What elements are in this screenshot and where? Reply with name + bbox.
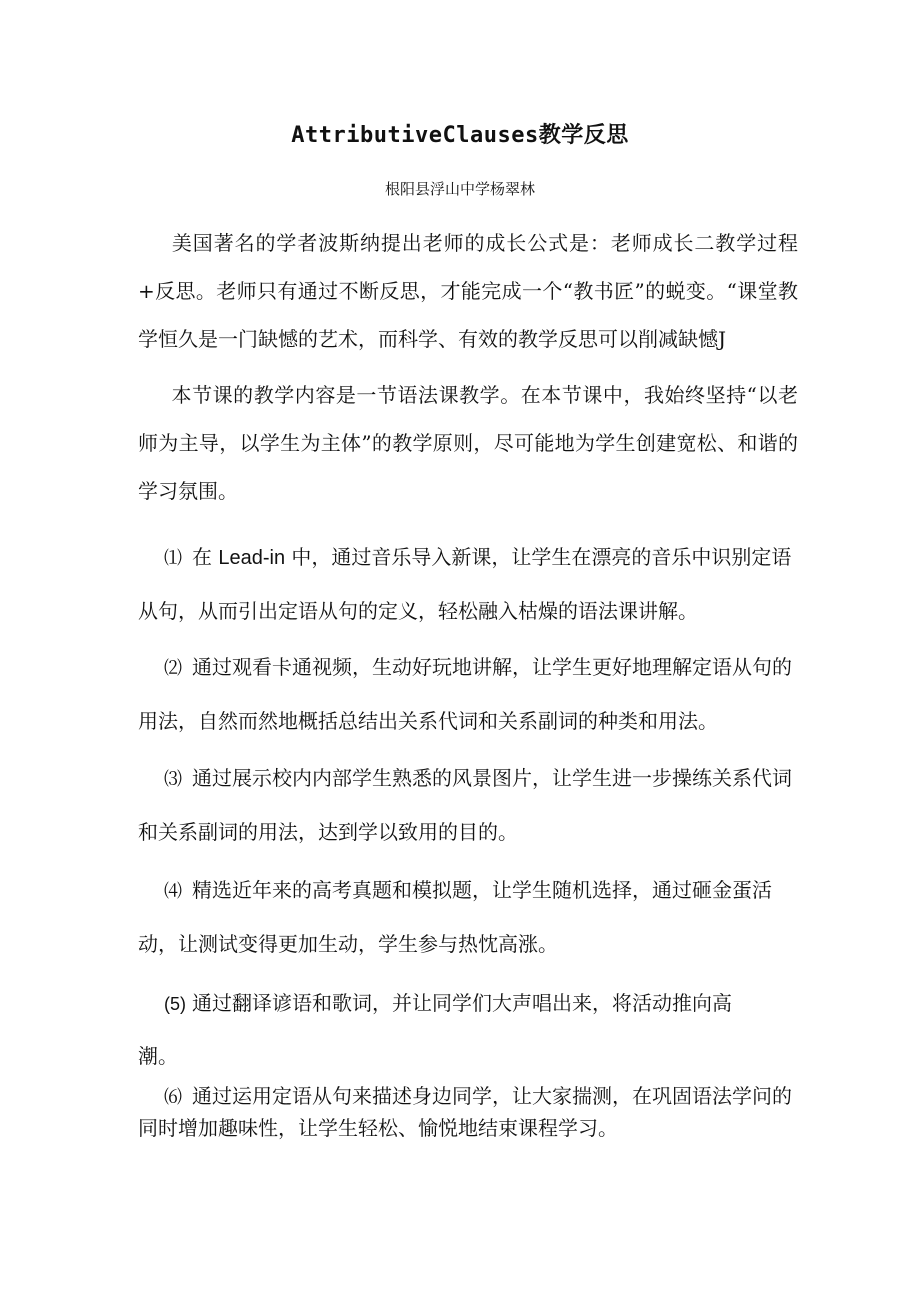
list-item-number: ⑷ [164,881,182,902]
list-item-text: 中，通过音乐导入新课，让学生在漂亮的音乐中识别定语从句，从而引出定语从句的定义，轻松融入枯燥的语法课讲解。 [138,545,792,623]
title-chinese: 教学反思 [538,123,629,148]
list-item-english-term: Lead-in [218,547,286,569]
list-item-5-continuation [138,1030,798,1082]
list-item-4 [138,864,798,970]
list-item-text: 通过运用定语从句来描述身边同学，让大家揣测，在巩固语法学问的同时增加趣味性，让学生轻松、愉悦地结束课程学习。 [138,1084,792,1140]
list-item-text-pre: 在 [192,545,219,569]
document-title [0,118,920,149]
paragraph-overview-text: 本节课的教学内容是一节语法课教学。在本节课中，我始终坚持“以老师为主导，以学生为主体”的教学原则，尽可能地为学生创建宽松、和谐的学习氛围。 [138,383,798,503]
title-english: AttributiveClauses [291,123,539,148]
list-item-text: 精选近年来的高考真题和模拟题，让学生随机选择，通过砸金蛋活动，让测试变得更加生动，学生参与热忱高涨。 [138,878,772,956]
list-item-text: 潮。 [138,1044,178,1068]
list-item-number: ⑵ [164,658,182,679]
list-item-1 [138,531,798,637]
list-item-5 [138,977,778,1030]
list-item-text: 通过翻译谚语和歌词，并让同学们大声唱出来，将活动推向高 [192,991,732,1015]
list-item-number: ⑶ [164,769,182,790]
list-item-number: (5) [164,994,186,1014]
paragraph-overview [138,371,798,515]
paragraph-intro-text: 美国著名的学者波斯纳提出老师的成长公式是：老师成长二教学过程+反思。老师只有通过不断反思，才能完成一个“教书匠”的蜕变。“课堂教学恒久是一门缺憾的艺术，而科学、有效的教学反思可以削减缺憾J [138,231,798,351]
author-line: 根阳县浮山中学杨翠林 [384,180,535,198]
list-item-number: ⑹ [164,1087,182,1108]
list-item-3 [138,752,798,858]
paragraph-intro [138,219,798,363]
list-item-text: 通过展示校内内部学生熟悉的风景图片，让学生进一步操练关系代词和关系副词的用法，达到学以致用的目的。 [138,766,792,844]
list-item-6 [138,1081,798,1143]
list-item-2 [138,641,798,747]
list-item-text: 通过观看卡通视频，生动好玩地讲解，让学生更好地理解定语从句的用法，自然而然地概括总结出关系代词和关系副词的种类和用法。 [138,655,792,733]
list-item-number: ⑴ [164,548,182,569]
